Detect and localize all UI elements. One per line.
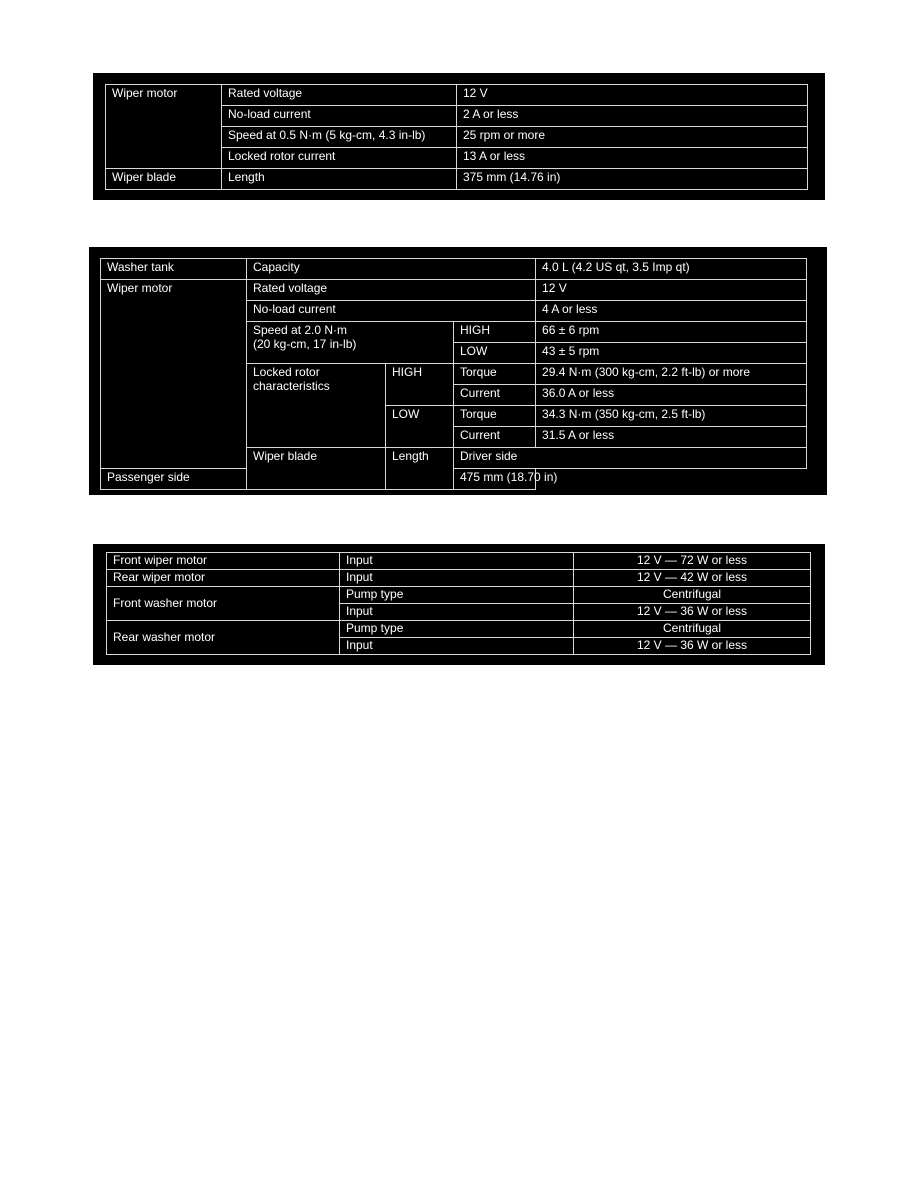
- table-cell: 29.4 N·m (300 kg-cm, 2.2 ft-lb) or more: [536, 364, 807, 385]
- table-row: [101, 280, 807, 301]
- table-cell: 375 mm (14.76 in): [457, 169, 808, 190]
- table-cell: 43 ± 5 rpm: [536, 343, 807, 364]
- table-cell: 25 rpm or more: [457, 127, 808, 148]
- table-cell: 12 V — 36 W or less: [574, 604, 811, 621]
- table-cell: 36.0 A or less: [536, 385, 807, 406]
- locked-rotor-line1: Locked rotor: [253, 365, 320, 379]
- table-cell: Torque: [454, 364, 536, 385]
- table-cell: Torque: [454, 406, 536, 427]
- speed-label-line1: Speed at 2.0 N·m: [253, 323, 348, 337]
- speed-label-line2: (20 kg-cm, 17 in-lb): [253, 337, 357, 351]
- table-cell: HIGH: [386, 364, 454, 406]
- table-row: [101, 469, 807, 490]
- table-cell: Wiper blade: [247, 448, 386, 490]
- table-row: [106, 85, 808, 106]
- table-row: [107, 587, 811, 604]
- washer-wiper-spec-table: [100, 258, 807, 490]
- table-row: [107, 621, 811, 638]
- table-cell: Input: [340, 570, 574, 587]
- table-cell: 66 ± 6 rpm: [536, 322, 807, 343]
- table-cell: Pump type: [340, 621, 574, 638]
- table-cell: Centrifugal: [574, 587, 811, 604]
- table-cell: 2 A or less: [457, 106, 808, 127]
- table-cell: Input: [340, 638, 574, 655]
- table-cell: Centrifugal: [574, 621, 811, 638]
- table-cell: Pump type: [340, 587, 574, 604]
- table-cell: [247, 364, 386, 448]
- table-cell: 475 mm (18.70 in): [454, 469, 536, 490]
- table-cell: Front washer motor: [107, 587, 340, 621]
- table-row: [106, 169, 808, 190]
- table-cell: 12 V — 72 W or less: [574, 553, 811, 570]
- table-cell: 4 A or less: [536, 301, 807, 322]
- table-cell: 4.0 L (4.2 US qt, 3.5 Imp qt): [536, 259, 807, 280]
- wiper-spec-table: [105, 84, 808, 190]
- table-cell: Washer tank: [101, 259, 247, 280]
- table-cell: No-load current: [247, 301, 536, 322]
- table-cell: Rated voltage: [247, 280, 536, 301]
- table-cell: Length: [222, 169, 457, 190]
- table-cell: Front wiper motor: [107, 553, 340, 570]
- table-cell: LOW: [454, 343, 536, 364]
- locked-rotor-line2: characteristics: [253, 379, 330, 393]
- table-cell: Wiper motor: [101, 280, 247, 469]
- table-cell: Input: [340, 553, 574, 570]
- table-cell: 31.5 A or less: [536, 427, 807, 448]
- table-cell: Rated voltage: [222, 85, 457, 106]
- table-row: [107, 553, 811, 570]
- table-cell: Current: [454, 385, 536, 406]
- table-row: [107, 570, 811, 587]
- table-row: [101, 259, 807, 280]
- table-cell: Current: [454, 427, 536, 448]
- table-cell: 12 V: [536, 280, 807, 301]
- table-cell: 12 V — 42 W or less: [574, 570, 811, 587]
- table-cell: HIGH: [454, 322, 536, 343]
- table-cell: No-load current: [222, 106, 457, 127]
- motor-input-spec-table: [106, 552, 811, 655]
- table-cell: Capacity: [247, 259, 536, 280]
- table-cell: Wiper motor: [106, 85, 222, 169]
- table-cell: Driver side: [454, 448, 807, 469]
- table-cell: [247, 322, 454, 364]
- table-cell: 12 V — 36 W or less: [574, 638, 811, 655]
- table-cell: Rear washer motor: [107, 621, 340, 655]
- table-cell: Locked rotor current: [222, 148, 457, 169]
- table-cell: 34.3 N·m (350 kg-cm, 2.5 ft-lb): [536, 406, 807, 427]
- table-cell: Rear wiper motor: [107, 570, 340, 587]
- table-cell: Wiper blade: [106, 169, 222, 190]
- table-cell: Speed at 0.5 N·m (5 kg-cm, 4.3 in-lb): [222, 127, 457, 148]
- table-cell: LOW: [386, 406, 454, 448]
- table-cell: 12 V: [457, 85, 808, 106]
- table-cell: Length: [386, 448, 454, 490]
- table-cell: Passenger side: [101, 469, 386, 490]
- table-cell: Input: [340, 604, 574, 621]
- table-cell: 13 A or less: [457, 148, 808, 169]
